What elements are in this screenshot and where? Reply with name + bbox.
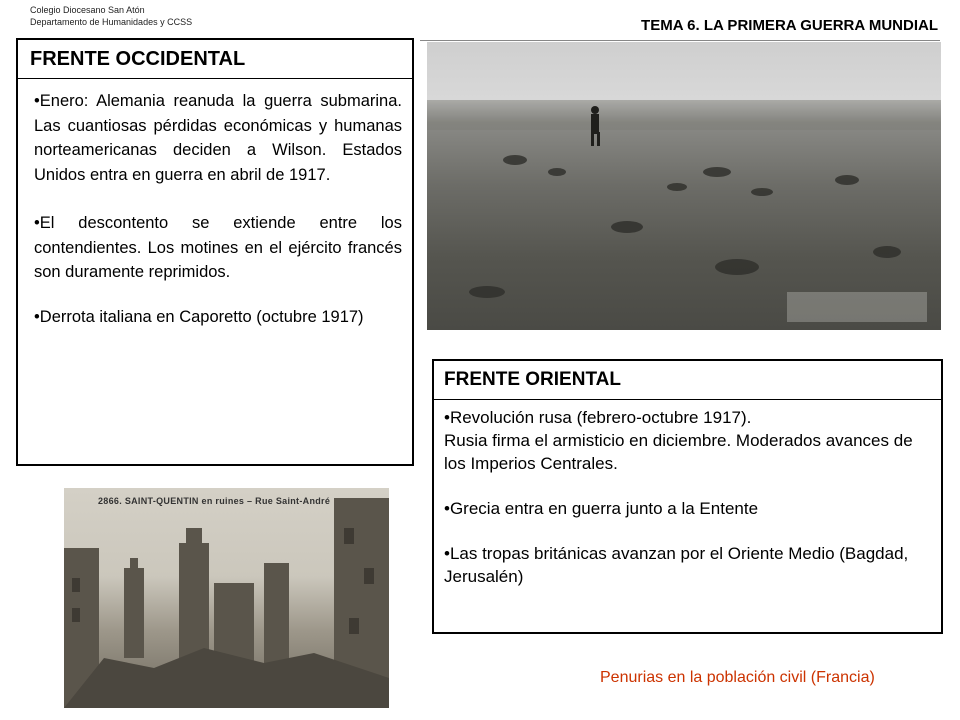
battlefield-image — [427, 42, 941, 330]
school-header — [30, 4, 192, 28]
eastern-front-title: FRENTE ORIENTAL — [434, 361, 941, 400]
battlefield-photo — [427, 42, 941, 330]
western-front-title: FRENTE OCCIDENTAL — [18, 40, 412, 79]
photo-caption: Penurias en la población civil (Francia) — [600, 669, 875, 686]
school-name: Colegio Diocesano San Atón — [30, 5, 145, 15]
eastern-front-list — [434, 400, 941, 588]
western-front-box — [16, 38, 414, 466]
eastern-front-box — [432, 359, 943, 634]
ruins-image — [64, 488, 389, 708]
topic-title: TEMA 6. LA PRIMERA GUERRA MUNDIAL — [641, 17, 938, 34]
list-item: •El descontento se extiende entre los contendientes. Los motines en el ejército francés son duramente reprimidos. — [34, 214, 402, 281]
list-item: •Revolución rusa (febrero-octubre 1917). Rusia firma el armisticio en diciembre. Moderados avances de los Imperios Centrales. — [444, 408, 913, 473]
list-item: •Las tropas británicas avanzan por el Oriente Medio (Bagdad, Jerusalén) — [444, 544, 909, 586]
header-divider — [420, 40, 940, 41]
western-front-list — [18, 79, 412, 329]
list-item: •Grecia entra en guerra junto a la Entente — [444, 499, 759, 518]
list-item: •Enero: Alemania reanuda la guerra submarina. Las cuantiosas pérdidas económicas y humanas norteamericanas deciden a Wilson. Estados Unidos entra en guerra en abril de 1917. — [34, 92, 402, 184]
ruins-photo — [64, 488, 389, 708]
list-item: •Derrota italiana en Caporetto (octubre 1917) — [34, 307, 364, 326]
postcard-caption: 2866. SAINT-QUENTIN en ruines – Rue Saint-André — [98, 496, 331, 506]
department-name: Departamento de Humanidades y CCSS — [30, 17, 193, 27]
